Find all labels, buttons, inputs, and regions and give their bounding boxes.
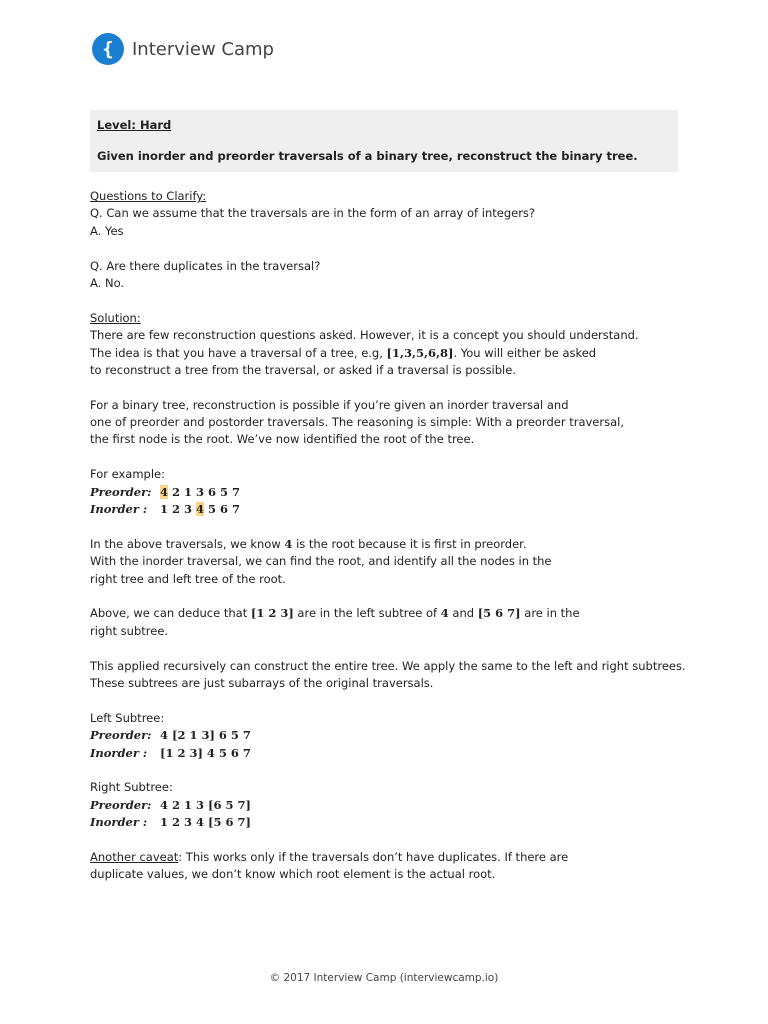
brace-logo-icon: { — [92, 33, 124, 65]
text: are in the left subtree of — [293, 606, 441, 621]
explain-text: right tree and left tree of the root. — [90, 571, 286, 586]
root-value: 4 — [284, 536, 293, 551]
inorder-label: Inorder : — [90, 815, 148, 830]
text: and — [448, 606, 478, 621]
preorder-values: 4 2 1 3 [6 5 7] — [160, 797, 251, 812]
problem-box — [90, 110, 678, 172]
preorder-values: 4 [2 1 3] 6 5 7 — [160, 728, 251, 743]
solution-text: There are few reconstruction questions asked. However, it is a concept you should understand. — [90, 328, 639, 343]
right-preorder — [90, 797, 690, 814]
solution-text — [90, 345, 690, 362]
preorder-label: Preorder: — [90, 728, 152, 743]
example-array: [1,3,5,6,8] — [386, 345, 454, 360]
problem-statement: Given inorder and preorder traversals of a binary tree, reconstruct the binary tree. — [97, 149, 638, 163]
caveat-heading: Another caveat — [90, 849, 179, 864]
preorder-label: Preorder: — [90, 484, 152, 499]
right-subtree-heading: Right Subtree: — [90, 780, 173, 795]
explain-text — [90, 536, 690, 553]
question-1: Q. Can we assume that the traversals are in the form of an array of integers? — [90, 206, 536, 221]
explain-text: With the inorder traversal, we can find the root, and identify all the nodes in the — [90, 554, 552, 569]
text: are in the — [520, 606, 580, 621]
example-inorder — [90, 501, 690, 518]
header — [92, 31, 274, 67]
content — [90, 188, 690, 884]
level-label: Level: Hard — [97, 118, 172, 132]
brand-name: Interview Camp — [132, 38, 274, 60]
text: is the root because it is first in preorder. — [292, 536, 527, 551]
solution-heading: Solution: — [90, 310, 141, 325]
question-2: Q. Are there duplicates in the traversal? — [90, 258, 321, 273]
explain-text: right subtree. — [90, 623, 169, 638]
root-value: 4 — [440, 606, 449, 621]
text: The idea is that you have a traversal of a tree, e.g, — [90, 345, 387, 360]
left-set: [1 2 3] — [250, 606, 294, 621]
explain-text: These subtrees are just subarrays of the original traversals. — [90, 675, 434, 690]
preorder-label: Preorder: — [90, 797, 152, 812]
answer-1: A. Yes — [90, 223, 124, 238]
clarify-heading: Questions to Clarify: — [90, 189, 207, 203]
text: In the above traversals, we know — [90, 536, 285, 551]
explain-text — [90, 605, 690, 622]
left-subtree-heading: Left Subtree: — [90, 710, 165, 725]
text: . You will either be asked — [453, 345, 597, 360]
inorder-values: 1 2 3 4 [5 6 7] — [160, 815, 251, 830]
solution-text: For a binary tree, reconstruction is possible if you’re given an inorder traversal and — [90, 397, 569, 412]
explain-text: This applied recursively can construct the entire tree. We apply the same to the left and right subtrees. — [90, 658, 686, 673]
right-set: [5 6 7] — [477, 606, 521, 621]
right-inorder — [90, 814, 690, 831]
inorder-values: 1 2 3 — [160, 502, 197, 517]
caveat-text — [90, 849, 690, 866]
text: Above, we can deduce that — [90, 606, 251, 621]
text: : This works only if the traversals don’t have duplicates. If there are — [178, 849, 569, 864]
example-preorder — [90, 484, 690, 501]
root-highlight: 4 — [160, 484, 169, 499]
inorder-values: 5 6 7 — [204, 502, 241, 517]
solution-text: to reconstruct a tree from the traversal, or asked if a traversal is possible. — [90, 362, 516, 377]
inorder-label: Inorder : — [90, 502, 148, 517]
preorder-values: 2 1 3 6 5 7 — [168, 484, 241, 499]
left-inorder — [90, 745, 690, 762]
solution-text: the first node is the root. We’ve now identified the root of the tree. — [90, 432, 475, 447]
example-heading: For example: — [90, 467, 165, 482]
caveat-text: duplicate values, we don’t know which root element is the actual root. — [90, 867, 496, 882]
answer-2: A. No. — [90, 275, 125, 290]
inorder-values: [1 2 3] 4 5 6 7 — [160, 745, 251, 760]
inorder-label: Inorder : — [90, 745, 148, 760]
footer: © 2017 Interview Camp (interviewcamp.io) — [269, 972, 499, 984]
solution-text: one of preorder and postorder traversals. The reasoning is simple: With a preorder traversal, — [90, 415, 624, 430]
left-preorder — [90, 727, 690, 744]
root-highlight: 4 — [196, 502, 205, 517]
